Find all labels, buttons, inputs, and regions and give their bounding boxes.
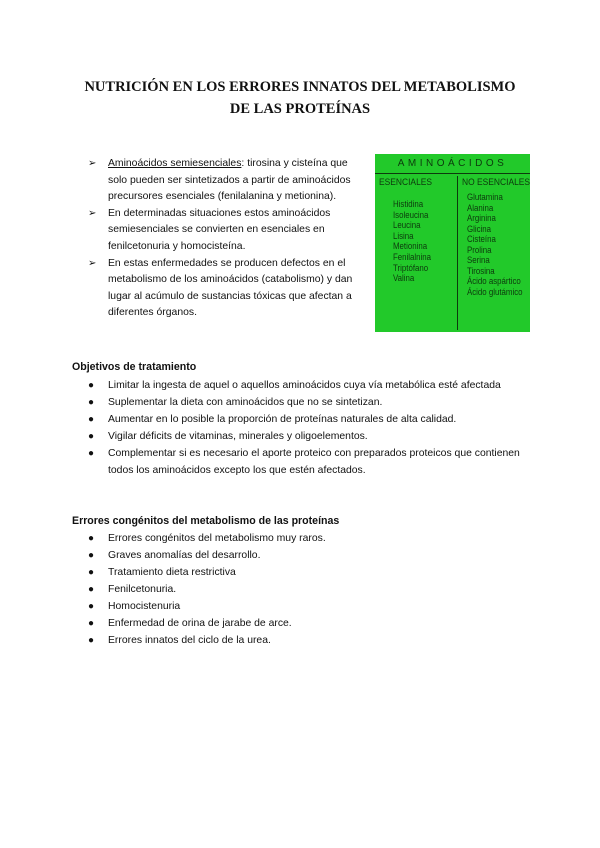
bullet-dot-icon: ● [88, 397, 95, 408]
non-essential-aminoacid: Cisteína [467, 234, 496, 245]
objectives-heading: Objetivos de tratamiento [72, 361, 197, 373]
objective-item [88, 411, 538, 428]
objective-item [88, 428, 538, 445]
error-item [88, 564, 538, 581]
error-item-text: Errores congénitos del metabolismo muy raros. [108, 533, 326, 544]
intro-item-text: : tirosina y cisteína que solo pueden ser sintetizados a partir de aminoácidos precursores esenciales (fenilalanina y metionina). [108, 158, 351, 203]
arrow-bullet-icon: ➢ [88, 207, 97, 219]
error-item-text: Enfermedad de orina de jarabe de arce. [108, 618, 292, 629]
bullet-dot-icon: ● [88, 618, 95, 629]
non-essential-aminoacid: Alanina [467, 202, 494, 214]
bullet-dot-icon: ● [88, 380, 95, 391]
aminoacids-figure [375, 154, 530, 332]
essential-aminoacid: Valina [393, 273, 415, 285]
essential-aminoacid: Metionina [393, 241, 428, 253]
objective-item [88, 377, 538, 394]
non-essential-aminoacid: Prolina [467, 244, 492, 256]
objective-item-text: Aumentar en lo posible la proporción de proteínas naturales de alta calidad. [108, 414, 457, 425]
non-essential-aminoacid: Glicina [467, 223, 492, 235]
non-essential-aminoacid: Arginina [467, 213, 496, 224]
non-essential-aminoacid: Glutamina [467, 192, 503, 203]
non-essential-aminoacid: Tirosina [467, 265, 495, 277]
bullet-dot-icon: ● [88, 635, 95, 646]
error-item [88, 530, 538, 547]
bullet-dot-icon: ● [88, 448, 95, 459]
error-item-text: Fenilcetonuria. [108, 584, 177, 595]
arrow-bullet-icon: ➢ [88, 257, 97, 269]
errors-heading: Errores congénitos del metabolismo de las proteínas [72, 515, 340, 527]
non-essential-label: NO ESENCIALES [462, 177, 531, 188]
non-essential-aminoacid: Ácido glutámico [467, 286, 523, 298]
page-title [40, 76, 560, 120]
essential-aminoacid: Leucina [393, 220, 421, 232]
intro-item-text: En estas enfermedades se producen defectos en el metabolismo de los aminoácidos (catabolismo) y dan lugar al acúmulo de sustancias tóxicas que afectan a diferentes órganos. [108, 257, 353, 319]
error-item [88, 581, 538, 598]
essential-aminoacid: Isoleucina [393, 209, 429, 221]
bullet-dot-icon: ● [88, 431, 95, 442]
bullet-dot-icon: ● [88, 567, 95, 578]
error-item [88, 632, 538, 649]
intro-item [88, 206, 363, 256]
essential-aminoacid: Triptófano [393, 262, 429, 274]
essential-aminoacid: Histidina [393, 199, 424, 210]
non-essential-aminoacid: Ácido aspártico [467, 276, 521, 287]
errors-list [88, 530, 538, 649]
essential-aminoacid: Lisina [393, 230, 414, 242]
essential-label: ESENCIALES [379, 177, 433, 188]
bullet-dot-icon: ● [88, 584, 95, 595]
error-item [88, 598, 538, 615]
error-item-text: Errores innatos del ciclo de la urea. [108, 635, 271, 646]
objective-item [88, 445, 538, 479]
essential-aminoacid: Fenilalnina [393, 251, 432, 263]
intro-item [88, 156, 363, 206]
aminoacids-header: AMINOÁCIDOS [375, 154, 530, 174]
non-essential-list [462, 193, 532, 298]
non-essential-aminoacid: Serina [467, 255, 490, 266]
essential-list [379, 200, 445, 285]
error-item-text: Graves anomalías del desarrollo. [108, 550, 261, 561]
essential-column [379, 176, 445, 285]
bullet-dot-icon: ● [88, 550, 95, 561]
objective-item-text: Limitar la ingesta de aquel o aquellos aminoácidos cuya vía metabólica esté afectada [108, 380, 501, 391]
arrow-bullet-icon: ➢ [88, 158, 97, 169]
title-line-1: NUTRICIÓN EN LOS ERRORES INNATOS DEL METABOLISMO [84, 79, 516, 95]
intro-item-text: En determinadas situaciones estos aminoácidos semiesenciales se convierten en esenciales en fenilcetonuria y homocisteína. [108, 207, 331, 252]
non-essential-column [457, 176, 532, 330]
intro-list [88, 156, 363, 322]
objective-item-text: Complementar si es necesario el aporte proteico con preparados proteicos que contienen todos los aminoácidos excepto los que estén afectados. [108, 448, 520, 476]
bullet-dot-icon: ● [88, 533, 95, 544]
bullet-dot-icon: ● [88, 414, 95, 425]
bullet-dot-icon: ● [88, 601, 95, 612]
objective-item-text: Suplementar la dieta con aminoácidos que no se sintetizan. [108, 397, 383, 408]
intro-item-underlined: Aminoácidos semiesenciales [108, 158, 242, 169]
intro-item [88, 256, 363, 322]
objective-item-text: Vigilar déficits de vitaminas, minerales y oligoelementos. [108, 431, 368, 442]
objectives-list [88, 377, 538, 479]
error-item-text: Tratamiento dieta restrictiva [108, 567, 236, 578]
error-item [88, 547, 538, 564]
error-item [88, 615, 538, 632]
error-item-text: Homocistenuria [108, 601, 181, 612]
objective-item [88, 394, 538, 411]
title-line-2: DE LAS PROTEÍNAS [229, 101, 371, 117]
